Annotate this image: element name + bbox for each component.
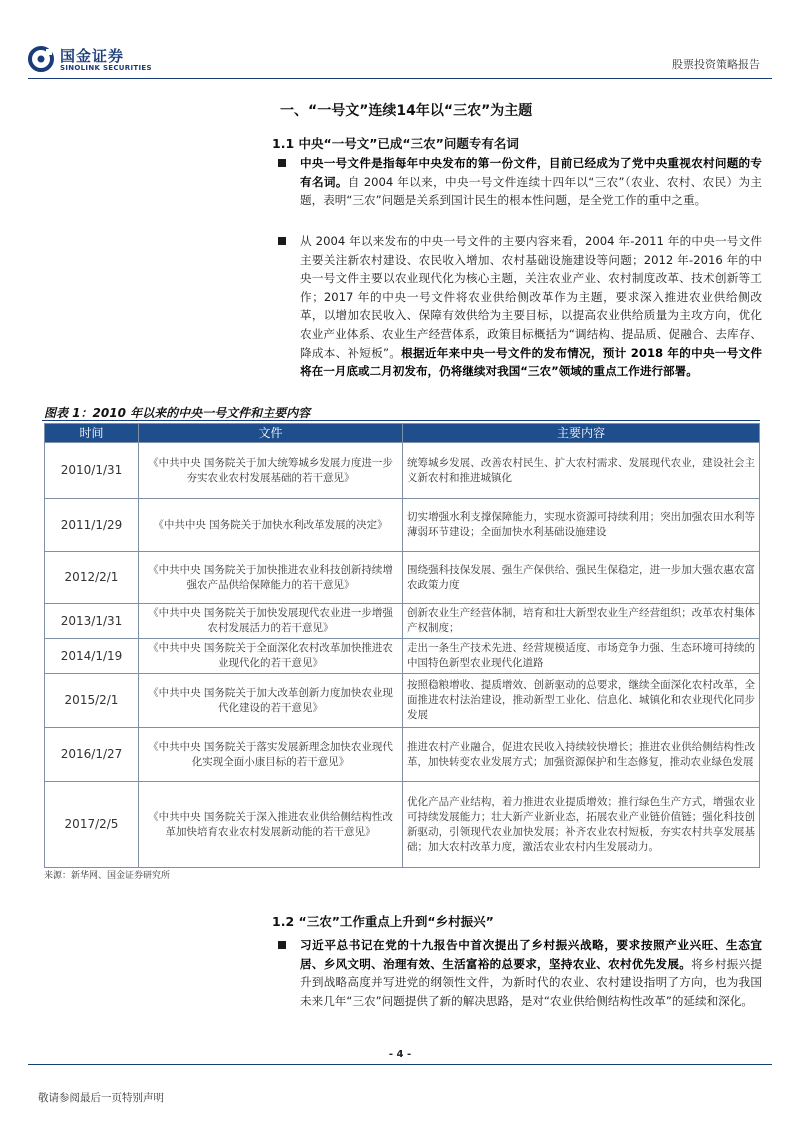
column-header-document: 文件 (139, 424, 403, 443)
section-title: 一、“一号文”连续14年以“三农”为主题 (280, 103, 533, 119)
table-row (45, 639, 760, 674)
row-content: 推进农村产业融合，促进农民收入持续较快增长；推进农业供给侧结构性改革，加快转变农业发展方式；加强资源保护和生态修复，推动农业绿色发展 (403, 728, 760, 782)
figure-source: 来源：新华网、国金证券研究所 (44, 871, 171, 881)
figure-title-rule (42, 420, 760, 421)
paragraph-3-text: 将乡村振兴提升到战略高度并写进党的纲领性文件，为新时代的农业、农村建设指明了方向，也为我国未来几年“三农”问题提供了新的解决思路，是对“农业供给侧结构性改革”的延续和深化。 (300, 956, 762, 1008)
row-date: 2010/1/31 (45, 443, 139, 499)
row-date: 2016/1/27 (45, 728, 139, 782)
paragraph-2-text: 从 2004 年以来发布的中央一号文件的主要内容来看，2004 年-2011 年的中央一号文件主要关注新农村建设、农民收入增加、农村基础设施建设等问题；2012 年-2016 年的中央一号文件主要以农业现代化为核心主题，关注农业产业、农村制度改革、技术创新等工作；2017 年的中央一号文件将农业供给侧改革作为主题，要求深入推进农业供给侧改革，以增加农民收入、保障有效供给为主要目标，以提高农业供给质量为主攻方向，优化农业产业体系、农业生产经营体系，政策目标概括为“调结构、提品质、促融合、去库存、降成本、补短板”。 (300, 234, 762, 360)
row-content: 优化产品产业结构，着力推进农业提质增效；推行绿色生产方式，增强农业可持续发展能力；壮大新产业新业态，拓展农业产业链价值链；强化科技创新驱动，引领现代农业加快发展；补齐农业农村短板，夯实农村共享发展基础；加大农村改革力度，激活农业农村内生发展动力。 (403, 782, 760, 868)
table-row (45, 499, 760, 552)
company-logo (28, 44, 152, 76)
subsection-title-1-1: 1.1 中央“一号文”已成“三农”问题专有名词 (272, 136, 519, 151)
table-row (45, 604, 760, 639)
column-header-date: 时间 (45, 424, 139, 443)
row-document: 《中共中央 国务院关于落实发展新理念加快农业现代化实现全面小康目标的若干意见》 (139, 728, 403, 782)
row-date: 2014/1/19 (45, 639, 139, 674)
row-date: 2013/1/31 (45, 604, 139, 639)
logo-chinese-name: 国金证券 (60, 47, 125, 65)
row-document: 《中共中央 国务院关于全面深化农村改革加快推进农业现代化的若干意见》 (139, 639, 403, 674)
header-divider (28, 78, 772, 79)
paragraph-1-text: 自 2004 年以来，中央一号文件连续十四年以“三农”（农业、农村、农民）为主题，表明“三农”问题是关系到国计民生的根本性问题，是全党工作的重中之重。 (300, 174, 762, 208)
bullet-square-icon (278, 941, 286, 949)
paragraph-2 (272, 232, 762, 381)
page-number: - 4 - (388, 1049, 412, 1060)
paragraph-1 (272, 154, 762, 210)
row-content: 统筹城乡发展、改善农村民生、扩大农村需求、发展现代农业，建设社会主义新农村和推进城镇化 (403, 443, 760, 499)
row-content: 切实增强水利支撑保障能力，实现水资源可持续利用；突出加强农田水利等薄弱环节建设；全面加快水利基础设施建设 (403, 499, 760, 552)
row-content: 围绕强科技保发展、强生产保供给、强民生保稳定，进一步加大强农惠农富农政策力度 (403, 552, 760, 604)
paragraph-3-bold: 习近平总书记在党的十九报告中首次提出了乡村振兴战略，要求按照产业兴旺、生态宜居、乡风文明、治理有效、生活富裕的总要求，坚持农业、农村优先发展。 (300, 938, 762, 971)
subsection-title-1-2: 1.2 “三农”工作重点上升到“乡村振兴” (272, 914, 494, 929)
column-header-content: 主要内容 (403, 424, 760, 443)
row-content: 创新农业生产经营体制，培育和壮大新型农业生产经营组织；改革农村集体产权制度； (403, 604, 760, 639)
row-date: 2012/2/1 (45, 552, 139, 604)
row-document: 《中共中央 国务院关于加大统筹城乡发展力度进一步夯实农业农村发展基础的若干意见》 (139, 443, 403, 499)
footer-divider (28, 1064, 772, 1065)
paragraph-1-bold: 中央一号文件是指每年中央发布的第一份文件，目前已经成为了党中央重视农村问题的专有名词。 (300, 156, 762, 189)
table-row (45, 552, 760, 604)
paragraph-3 (272, 936, 762, 1010)
table-row (45, 674, 760, 728)
row-document: 《中共中央 国务院关于加快水利改革发展的决定》 (139, 499, 403, 552)
row-document: 《中共中央 国务院关于深入推进农业供给侧结构性改革加快培育农业农村发展新动能的若干意见》 (139, 782, 403, 868)
policy-documents-table (44, 423, 760, 868)
paragraph-2-bold: 根据近年来中央一号文件的发布情况，预计 2018 年的中央一号文件将在一月底或二月初发布，仍将继续对我国“三农”领域的重点工作进行部署。 (300, 345, 762, 379)
row-document: 《中共中央 国务院关于加快推进农业科技创新持续增强农产品供给保障能力的若干意见》 (139, 552, 403, 604)
bullet-square-icon (278, 159, 286, 167)
row-content: 走出一条生产技术先进、经营规模适度、市场竞争力强、生态环境可持续的中国特色新型农业现代化道路 (403, 639, 760, 674)
row-document: 《中共中央 国务院关于加快发展现代农业进一步增强农村发展活力的若干意见》 (139, 604, 403, 639)
logo-english-name: SINOLINK SECURITIES (60, 64, 152, 72)
row-date: 2011/1/29 (45, 499, 139, 552)
row-date: 2017/2/5 (45, 782, 139, 868)
report-type: 股票投资策略报告 (672, 58, 760, 71)
figure-title: 图表 1：2010 年以来的中央一号文件和主要内容 (44, 406, 311, 420)
sinolink-logo-icon (28, 46, 54, 72)
disclaimer-note: 敬请参阅最后一页特别声明 (38, 1092, 164, 1104)
table-row (45, 443, 760, 499)
table-row (45, 728, 760, 782)
row-date: 2015/2/1 (45, 674, 139, 728)
row-document: 《中共中央 国务院关于加大改革创新力度加快农业现代化建设的若干意见》 (139, 674, 403, 728)
table-row (45, 782, 760, 868)
row-content: 按照稳粮增收、提质增效、创新驱动的总要求，继续全面深化农村改革，全面推进农村法治建设，推动新型工业化、信息化、城镇化和农业现代化同步发展 (403, 674, 760, 728)
table-header-row (45, 424, 760, 443)
bullet-square-icon (278, 237, 286, 245)
page-header (0, 0, 800, 80)
